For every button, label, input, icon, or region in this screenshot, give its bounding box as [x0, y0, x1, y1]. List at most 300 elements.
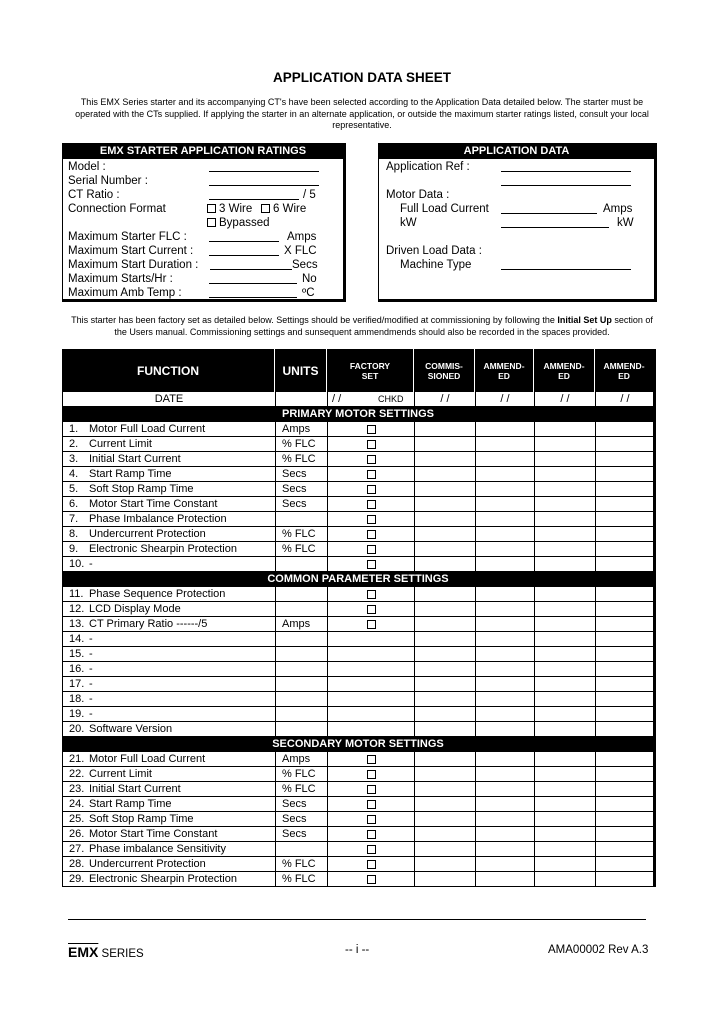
ammended-cell[interactable] [535, 467, 596, 481]
factory-set-cell[interactable] [328, 542, 415, 556]
ammended-cell[interactable] [596, 497, 654, 511]
checkbox-icon[interactable] [367, 860, 376, 869]
table-row-date [62, 392, 656, 407]
row-number: 11. [69, 588, 84, 600]
ammended-cell[interactable] [596, 767, 654, 781]
checkbox-icon[interactable] [367, 770, 376, 779]
factory-set-cell[interactable] [328, 602, 415, 616]
max-temp-unit: ºC [302, 287, 315, 299]
ammended-cell[interactable] [476, 722, 535, 736]
commissioned-cell[interactable] [415, 872, 476, 886]
function-cell [63, 677, 276, 691]
checkbox-icon[interactable] [367, 455, 376, 464]
ct-ratio-label: CT Ratio : [68, 189, 120, 201]
settings-table [62, 349, 656, 887]
factory-set-cell[interactable] [328, 872, 415, 886]
table-row [62, 857, 656, 872]
checkbox-icon[interactable] [261, 204, 270, 213]
units-cell [276, 632, 328, 646]
checkbox-icon[interactable] [367, 500, 376, 509]
table-row [62, 782, 656, 797]
checkbox-icon[interactable] [367, 425, 376, 434]
header-ammended-3: AMMEND-ED [603, 360, 645, 381]
ammended-cell[interactable] [596, 587, 654, 601]
commissioned-cell[interactable] [415, 542, 476, 556]
ammended-cell[interactable] [596, 452, 654, 466]
ammended-cell[interactable] [476, 782, 535, 796]
units-cell: % FLC [276, 872, 328, 886]
ct-ratio-field[interactable] [209, 189, 299, 200]
ammended-cell[interactable] [476, 677, 535, 691]
header-function: FUNCTION [62, 349, 275, 392]
ammended-cell[interactable] [596, 827, 654, 841]
factory-set-cell[interactable] [328, 797, 415, 811]
function-name: - [89, 663, 93, 675]
ammended-cell[interactable] [476, 662, 535, 676]
function-cell [63, 467, 276, 481]
kw-field[interactable] [501, 217, 609, 228]
factory-set-cell[interactable] [328, 467, 415, 481]
ammended-cell[interactable] [476, 587, 535, 601]
kw-label: kW [400, 217, 417, 229]
ammended-cell[interactable] [476, 827, 535, 841]
factory-set-cell[interactable] [328, 557, 415, 571]
ammended-cell[interactable] [596, 557, 654, 571]
row-number: 4. [69, 468, 79, 480]
commissioned-cell[interactable] [415, 857, 476, 871]
ammended-cell[interactable] [535, 767, 596, 781]
commissioned-cell[interactable] [415, 482, 476, 496]
ammended-cell[interactable] [476, 497, 535, 511]
commissioned-cell[interactable] [415, 587, 476, 601]
date-cell[interactable]: / / [620, 393, 630, 405]
row-number: 7. [69, 513, 79, 525]
function-cell [63, 542, 276, 556]
ammended-cell[interactable] [596, 752, 654, 766]
ammended-cell[interactable] [535, 647, 596, 661]
ammended-cell[interactable] [476, 512, 535, 526]
ammended-cell[interactable] [476, 422, 535, 436]
ammended-cell[interactable] [596, 782, 654, 796]
ammended-cell[interactable] [476, 797, 535, 811]
max-starts-label: Maximum Starts/Hr : [68, 273, 173, 285]
checkbox-icon[interactable] [207, 204, 216, 213]
function-name: Start Ramp Time [89, 468, 172, 480]
function-name: Phase Imbalance Protection [89, 513, 227, 525]
commissioned-cell[interactable] [415, 497, 476, 511]
table-row [62, 647, 656, 662]
footer-page-number: -- i -- [345, 944, 370, 956]
ammended-cell[interactable] [596, 722, 654, 736]
table-row [62, 527, 656, 542]
factory-set-cell[interactable] [328, 782, 415, 796]
ammended-cell[interactable] [535, 632, 596, 646]
ammended-cell[interactable] [476, 542, 535, 556]
function-cell [63, 797, 276, 811]
ammended-cell[interactable] [596, 857, 654, 871]
commissioned-cell[interactable] [415, 467, 476, 481]
factory-set-cell[interactable] [328, 512, 415, 526]
factory-set-cell[interactable] [328, 707, 415, 721]
ammended-cell[interactable] [535, 512, 596, 526]
checkbox-icon[interactable] [367, 560, 376, 569]
factory-set-cell[interactable] [328, 617, 415, 631]
function-name: - [89, 633, 93, 645]
app-ref-field[interactable] [501, 161, 631, 172]
ammended-cell[interactable] [476, 707, 535, 721]
function-name: Start Ramp Time [89, 798, 172, 810]
ammended-cell[interactable] [476, 482, 535, 496]
ratings-box [62, 143, 346, 302]
factory-set-cell[interactable] [328, 452, 415, 466]
function-name: Initial Start Current [89, 453, 181, 465]
commissioned-cell[interactable] [415, 797, 476, 811]
factory-set-cell[interactable] [328, 677, 415, 691]
factory-set-cell[interactable] [328, 662, 415, 676]
ammended-cell[interactable] [596, 872, 654, 886]
ammended-cell[interactable] [535, 692, 596, 706]
function-cell [63, 617, 276, 631]
ammended-cell[interactable] [535, 542, 596, 556]
ammended-cell[interactable] [476, 647, 535, 661]
commissioned-cell[interactable] [415, 842, 476, 856]
table-header [62, 349, 656, 392]
units-cell: % FLC [276, 857, 328, 871]
function-cell [63, 587, 276, 601]
checkbox-icon[interactable] [367, 800, 376, 809]
max-duration-unit: Secs [292, 259, 318, 271]
ammended-cell[interactable] [596, 632, 654, 646]
flc-field[interactable] [501, 203, 597, 214]
commissioned-cell[interactable] [415, 437, 476, 451]
max-flc-field[interactable] [209, 231, 279, 242]
function-cell [63, 857, 276, 871]
date-cell[interactable]: / / [415, 392, 476, 406]
ammended-cell[interactable] [596, 692, 654, 706]
commissioned-cell[interactable] [415, 617, 476, 631]
factory-set-cell[interactable] [328, 632, 415, 646]
table-row [62, 707, 656, 722]
commissioned-cell[interactable] [415, 707, 476, 721]
ammended-cell[interactable] [476, 692, 535, 706]
section-heading: SECONDARY MOTOR SETTINGS [62, 737, 656, 752]
ammended-cell[interactable] [596, 467, 654, 481]
checkbox-icon[interactable] [367, 845, 376, 854]
ammended-cell[interactable] [596, 542, 654, 556]
function-cell [63, 557, 276, 571]
units-cell: Secs [276, 467, 328, 481]
kw-unit: kW [617, 217, 634, 229]
units-cell [276, 602, 328, 616]
row-number: 24. [69, 798, 85, 810]
ammended-cell[interactable] [596, 842, 654, 856]
checkbox-icon[interactable] [367, 470, 376, 479]
serial-field[interactable] [209, 175, 319, 186]
factory-set-cell[interactable] [328, 647, 415, 661]
ammended-cell[interactable] [476, 557, 535, 571]
commissioned-cell[interactable] [415, 722, 476, 736]
commissioned-cell[interactable] [415, 527, 476, 541]
function-name: Electronic Shearpin Protection [89, 873, 237, 885]
row-number: 18. [69, 693, 85, 705]
app-ref-field-2[interactable] [501, 175, 631, 186]
units-cell [276, 722, 328, 736]
max-duration-field[interactable] [210, 259, 292, 270]
checkbox-icon[interactable] [367, 620, 376, 629]
checkbox-icon[interactable] [367, 485, 376, 494]
ammended-cell[interactable] [535, 557, 596, 571]
ammended-cell[interactable] [476, 872, 535, 886]
factory-set-cell[interactable] [328, 842, 415, 856]
ammended-cell[interactable] [535, 782, 596, 796]
table-row [62, 662, 656, 677]
checkbox-icon[interactable] [367, 815, 376, 824]
row-number: 14. [69, 633, 85, 645]
factory-set-cell[interactable] [328, 812, 415, 826]
commissioned-cell[interactable] [415, 677, 476, 691]
row-number: 21. [69, 753, 85, 765]
ammended-cell[interactable] [535, 797, 596, 811]
function-name: Current Limit [89, 438, 152, 450]
table-row [62, 617, 656, 632]
table-row [62, 512, 656, 527]
ammended-cell[interactable] [476, 857, 535, 871]
ammended-cell[interactable] [596, 437, 654, 451]
row-number: 15. [69, 648, 85, 660]
units-cell: Secs [276, 797, 328, 811]
ammended-cell[interactable] [596, 707, 654, 721]
header-commissioned: COMMIS-SIONED [414, 349, 475, 392]
ammended-cell[interactable] [596, 617, 654, 631]
function-name: Phase Sequence Protection [89, 588, 226, 600]
ammended-cell[interactable] [535, 452, 596, 466]
commissioned-cell[interactable] [415, 557, 476, 571]
ammended-cell[interactable] [476, 632, 535, 646]
units-cell: % FLC [276, 767, 328, 781]
function-cell [63, 692, 276, 706]
machine-type-field[interactable] [501, 259, 631, 270]
table-row [62, 767, 656, 782]
ammended-cell[interactable] [535, 437, 596, 451]
factory-set-cell[interactable] [328, 482, 415, 496]
max-flc-unit: Amps [287, 231, 317, 243]
function-name: Soft Stop Ramp Time [89, 483, 194, 495]
function-name: Software Version [89, 723, 173, 735]
ammended-cell[interactable] [596, 422, 654, 436]
checkbox-icon[interactable] [367, 755, 376, 764]
ammended-cell[interactable] [596, 482, 654, 496]
units-cell: % FLC [276, 782, 328, 796]
max-current-label: Maximum Start Current : [68, 245, 194, 257]
ammended-cell[interactable] [535, 857, 596, 871]
max-current-field[interactable] [209, 245, 279, 256]
checkbox-icon[interactable] [367, 590, 376, 599]
function-name: Current Limit [89, 768, 152, 780]
ammended-cell[interactable] [535, 587, 596, 601]
commissioned-cell[interactable] [415, 512, 476, 526]
checkbox-icon[interactable] [367, 785, 376, 794]
ammended-cell[interactable] [476, 467, 535, 481]
commissioned-cell[interactable] [415, 827, 476, 841]
commissioned-cell[interactable] [415, 632, 476, 646]
section-heading: PRIMARY MOTOR SETTINGS [62, 407, 656, 422]
connection-bypassed[interactable]: Bypassed [207, 216, 270, 230]
date-label: DATE [63, 392, 276, 406]
ammended-cell[interactable] [535, 527, 596, 541]
commissioned-cell[interactable] [415, 812, 476, 826]
commissioned-cell[interactable] [415, 692, 476, 706]
checkbox-icon[interactable] [367, 440, 376, 449]
ammended-cell[interactable] [476, 617, 535, 631]
ammended-cell[interactable] [535, 872, 596, 886]
row-number: 26. [69, 828, 85, 840]
model-field[interactable] [209, 161, 319, 172]
commissioned-cell[interactable] [415, 647, 476, 661]
table-row [62, 827, 656, 842]
function-name: - [89, 708, 93, 720]
ammended-cell[interactable] [535, 482, 596, 496]
table-body [62, 392, 656, 887]
ammended-cell[interactable] [596, 797, 654, 811]
ammended-cell[interactable] [596, 527, 654, 541]
ammended-cell[interactable] [535, 677, 596, 691]
factory-set-cell[interactable] [328, 497, 415, 511]
max-starts-field[interactable] [209, 273, 297, 284]
commissioned-cell[interactable] [415, 782, 476, 796]
checkbox-icon[interactable] [367, 830, 376, 839]
ammended-cell[interactable] [535, 752, 596, 766]
checkbox-icon[interactable] [367, 515, 376, 524]
row-number: 25. [69, 813, 85, 825]
factory-set-cell[interactable] [328, 767, 415, 781]
units-cell: % FLC [276, 437, 328, 451]
factory-set-cell[interactable] [328, 422, 415, 436]
application-data-box [378, 143, 657, 302]
factory-set-cell[interactable] [328, 587, 415, 601]
commissioned-cell[interactable] [415, 452, 476, 466]
row-number: 28. [69, 858, 85, 870]
ammended-cell[interactable] [596, 677, 654, 691]
driven-load-label: Driven Load Data : [386, 245, 482, 257]
function-name: Phase imbalance Sensitivity [89, 843, 226, 855]
units-cell: Amps [276, 617, 328, 631]
connection-label: Connection Format [68, 203, 166, 215]
ammended-cell[interactable] [596, 602, 654, 616]
factory-set-cell[interactable] [328, 722, 415, 736]
date-cell[interactable]: / / [476, 392, 535, 406]
factory-set-cell[interactable] [328, 827, 415, 841]
table-row [62, 872, 656, 887]
ammended-cell[interactable] [476, 767, 535, 781]
units-cell: Secs [276, 497, 328, 511]
connection-3wire[interactable]: 3 Wire [207, 202, 252, 216]
function-name: Motor Start Time Constant [89, 498, 218, 510]
function-cell [63, 497, 276, 511]
commissioned-cell[interactable] [415, 767, 476, 781]
factory-set-cell[interactable] [328, 437, 415, 451]
ammended-cell[interactable] [535, 722, 596, 736]
ammended-cell[interactable] [535, 812, 596, 826]
ammended-cell[interactable] [476, 527, 535, 541]
units-cell [276, 707, 328, 721]
units-cell: Amps [276, 752, 328, 766]
max-temp-field[interactable] [209, 287, 297, 298]
machine-type-label: Machine Type [400, 259, 472, 271]
row-number: 23. [69, 783, 85, 795]
ammended-cell[interactable] [535, 827, 596, 841]
ammended-cell[interactable] [596, 812, 654, 826]
ammended-cell[interactable] [596, 512, 654, 526]
max-current-unit: X FLC [284, 245, 317, 257]
ammended-cell[interactable] [596, 662, 654, 676]
ammended-cell[interactable] [476, 602, 535, 616]
ammended-cell[interactable] [476, 452, 535, 466]
footer-brand: $\overline{EMX}$ SERIES [68, 944, 144, 960]
ammended-cell[interactable] [476, 812, 535, 826]
function-name: Initial Start Current [89, 783, 181, 795]
ammended-cell[interactable] [535, 707, 596, 721]
table-row [62, 722, 656, 737]
function-name: Motor Start Time Constant [89, 828, 218, 840]
function-cell [63, 632, 276, 646]
table-row [62, 437, 656, 452]
checkbox-icon[interactable] [367, 530, 376, 539]
table-row [62, 482, 656, 497]
ammended-cell[interactable] [535, 422, 596, 436]
units-cell [276, 587, 328, 601]
function-cell [63, 527, 276, 541]
factory-set-cell[interactable] [328, 692, 415, 706]
checkbox-icon[interactable] [367, 605, 376, 614]
factory-set-cell[interactable] [328, 752, 415, 766]
function-cell [63, 452, 276, 466]
commissioned-cell[interactable] [415, 662, 476, 676]
ammended-cell[interactable] [535, 617, 596, 631]
row-number: 10. [69, 558, 85, 570]
row-number: 22. [69, 768, 85, 780]
commissioned-cell[interactable] [415, 602, 476, 616]
date-units [276, 392, 328, 406]
ammended-cell[interactable] [535, 497, 596, 511]
function-cell [63, 662, 276, 676]
ammended-cell[interactable] [476, 437, 535, 451]
factory-set-cell[interactable] [328, 527, 415, 541]
function-name: CT Primary Ratio ------/5 [89, 618, 208, 630]
ammended-cell[interactable] [596, 647, 654, 661]
date-cell[interactable]: / / [535, 392, 596, 406]
function-cell [63, 482, 276, 496]
ammended-cell[interactable] [476, 842, 535, 856]
ammended-cell[interactable] [535, 662, 596, 676]
function-cell [63, 842, 276, 856]
ammended-cell[interactable] [535, 602, 596, 616]
function-cell [63, 647, 276, 661]
function-name: - [89, 558, 93, 570]
connection-6wire[interactable]: 6 Wire [261, 202, 306, 216]
factory-set-cell[interactable] [328, 857, 415, 871]
ammended-cell[interactable] [535, 842, 596, 856]
commissioned-cell[interactable] [415, 752, 476, 766]
max-flc-label: Maximum Starter FLC : [68, 231, 187, 243]
checkbox-icon[interactable] [367, 875, 376, 884]
function-cell [63, 602, 276, 616]
commissioned-cell[interactable] [415, 422, 476, 436]
date-factory[interactable]: / / CHKD [328, 392, 415, 406]
checkbox-icon[interactable] [367, 545, 376, 554]
factory-note: This starter has been factory set as detailed below. Settings should be verified/modified at commissioning by following the Initial Set Up section of the Users manual. Commissioning settings and sunsequent ammendmends should also be recorded in the spaces provided. [71, 315, 653, 337]
checkbox-icon[interactable] [207, 218, 216, 227]
ammended-cell[interactable] [476, 752, 535, 766]
